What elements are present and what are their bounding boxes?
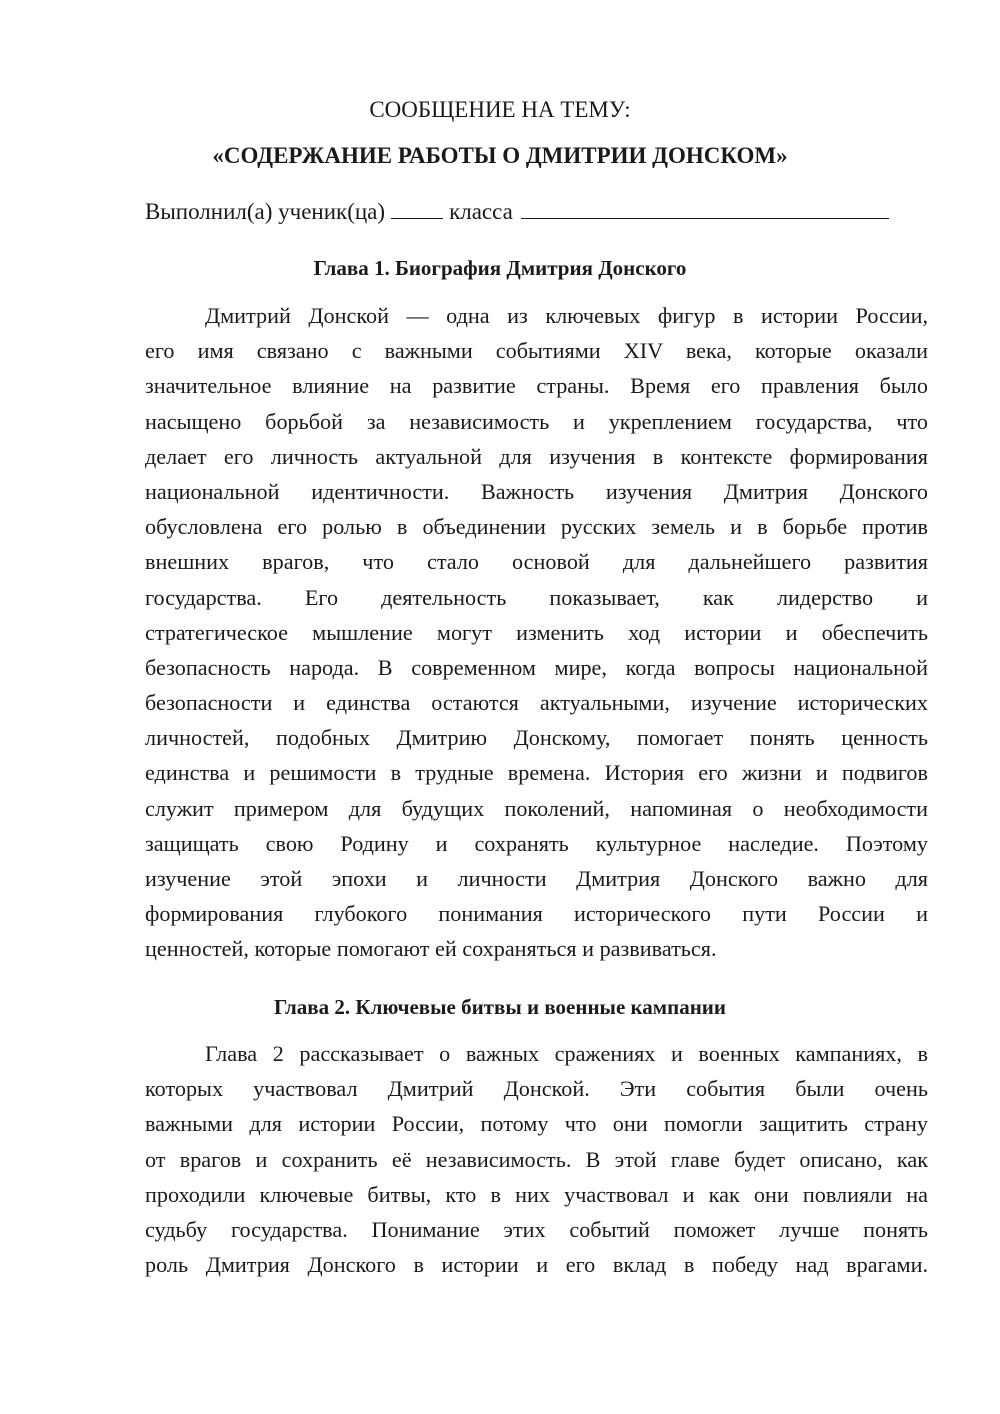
paragraph-line: государства. Его деятельность показывает, как лидерство и	[145, 584, 928, 610]
paragraph-line: насыщено борьбой за независимость и укреплением государства, что	[145, 408, 928, 434]
paragraph-line: делает его личность актуальной для изучения в контексте формирования	[145, 443, 928, 469]
paragraph-line: безопасность народа. В современном мире, когда вопросы национальной	[145, 654, 928, 680]
author-prefix: Выполнил(а) ученик(ца)	[145, 199, 386, 224]
paragraph-line: внешних врагов, что стало основой для дальнейшего развития	[145, 549, 928, 575]
paragraph-line: защищать свою Родину и сохранять культурное наследие. Поэтому	[145, 830, 928, 856]
paragraph-line: обусловлена его ролью в объединении русских земель и в борьбе против	[145, 514, 928, 540]
chapter1-paragraph	[145, 298, 928, 967]
paragraph-line: безопасности и единства остаются актуальными, изучение исторических	[145, 690, 928, 716]
paragraph-line: Глава 2 рассказывает о важных сражениях и военных кампаниях, в	[205, 1041, 928, 1066]
student-name-blank	[521, 196, 889, 219]
paragraph-line: формирования глубокого понимания исторического пути России и	[145, 901, 928, 927]
paragraph-line: от врагов и сохранить её независимость. В этой главе будет описано, как	[145, 1146, 928, 1172]
chapter2-paragraph	[145, 1036, 928, 1282]
paragraph-line: значительное влияние на развитие страны. Время его правления было	[145, 373, 928, 399]
paragraph-line: судьбу государства. Понимание этих событий поможет лучше понять	[145, 1216, 928, 1242]
document-title-line1: СООБЩЕНИЕ НА ТЕМУ:	[369, 97, 631, 122]
paragraph-line: национальной идентичности. Важность изучения Дмитрия Донского	[145, 478, 928, 504]
author-line	[145, 194, 889, 230]
author-class-label: класса	[449, 199, 513, 224]
paragraph-line: которых участвовал Дмитрий Донской. Эти события были очень	[145, 1076, 928, 1102]
paragraph-line: важными для истории России, потому что они помогли защитить страну	[145, 1111, 928, 1137]
chapter2-heading: Глава 2. Ключевые битвы и военные кампании	[273, 995, 726, 1019]
class-number-blank	[391, 196, 443, 219]
document-title-line2: «СОДЕРЖАНИЕ РАБОТЫ О ДМИТРИИ ДОНСКОМ»	[212, 143, 788, 168]
paragraph-line: стратегическое мышление могут изменить ход истории и обеспечить	[145, 619, 928, 645]
paragraph-line: Дмитрий Донской — одна из ключевых фигур в истории России,	[205, 303, 928, 328]
paragraph-line: роль Дмитрия Донского в истории и его вклад в победу над врагами.	[145, 1252, 928, 1278]
paragraph-line: ценностей, которые помогают ей сохраняться и развиваться.	[145, 936, 717, 962]
paragraph-line: личностей, подобных Дмитрию Донскому, помогает понять ценность	[145, 725, 928, 751]
paragraph-line: единства и решимости в трудные времена. История его жизни и подвигов	[145, 760, 928, 786]
paragraph-line: изучение этой эпохи и личности Дмитрия Донского важно для	[145, 866, 928, 891]
chapter1-heading: Глава 1. Биография Дмитрия Донского	[313, 256, 687, 280]
paragraph-line: служит примером для будущих поколений, напоминая о необходимости	[145, 795, 928, 821]
paragraph-line: проходили ключевые битвы, кто в них участвовал и как они повлияли на	[145, 1181, 928, 1207]
paragraph-line: его имя связано с важными событиями XIV века, которые оказали	[145, 338, 928, 364]
